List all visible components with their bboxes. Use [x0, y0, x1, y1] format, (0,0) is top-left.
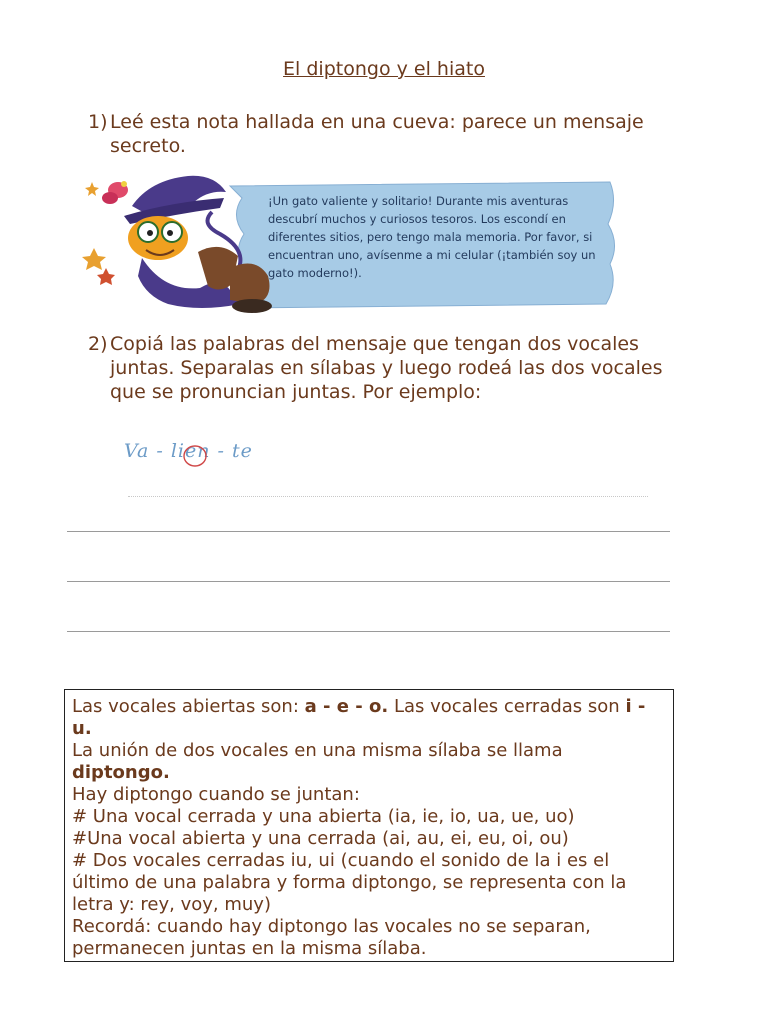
rule-definition-text: La unión de dos vocales en una misma sílaba se llama [72, 740, 563, 761]
exercise-1-text: Leé esta nota hallada en una cueva: parece un mensaje secreto. [110, 111, 644, 157]
example-syllable-2: lien [170, 440, 211, 462]
rule-vowels-closed-list: i - u. [72, 696, 646, 739]
rule-vowels-open-list: a - e - o. [304, 696, 389, 717]
exercise-1 [88, 110, 668, 158]
exercise-2 [88, 332, 668, 404]
rule-definition [72, 740, 666, 784]
rule-vowels [72, 696, 666, 740]
rule-case-2: #Una vocal abierta y una cerrada (ai, au, ei, eu, oi, ou) [72, 828, 569, 849]
vowel-circle-mark [178, 443, 212, 469]
answer-line-2[interactable] [67, 581, 670, 582]
diphthong-rules-box [64, 689, 674, 962]
exercise-2-text: Copiá las palabras del mensaje que tengan dos vocales juntas. Separalas en sílabas y luego rodeá las dos vocales que se pronuncian juntas. Por ejemplo: [110, 333, 663, 403]
example-syllable-1: Va [124, 440, 150, 462]
exercise-2-number: 2) [88, 333, 108, 355]
example-separator-2: - [217, 440, 225, 462]
answer-line-3[interactable] [67, 631, 670, 632]
rule-case-3: # Dos vocales cerradas iu, ui (cuando el sonido de la i es el último de una palabra y forma diptongo, se representa con la letra y: rey, voy, muy) [72, 850, 627, 915]
exercise-1-number: 1) [88, 111, 108, 133]
rule-vowels-open-label: Las vocales abiertas son: [72, 696, 305, 717]
rule-reminder: Recordá: cuando hay diptongo las vocales no se separan, permanecen juntas en la misma sílaba. [72, 916, 591, 959]
rule-vowels-closed-label: Las vocales cerradas son [388, 696, 626, 717]
example-syllable-3: te [231, 440, 253, 462]
butterfly-icon [102, 181, 128, 204]
page-title: El diptongo y el hiato [283, 58, 485, 80]
secret-note-text: ¡Un gato valiente y solitario! Durante mis aventuras descubrí muchos y curiosos tesoros. Los escondí en diferentes sitios, pero tengo mala memoria. Por favor, si encuentran uno, avísenme a mi celular (¡también soy un gato moderno!). [268, 194, 596, 280]
rule-case-1: # Una vocal cerrada y una abierta (ia, ie, io, ua, ue, uo) [72, 806, 575, 827]
example-separator-1: - [156, 440, 164, 462]
rule-intro: Hay diptongo cuando se juntan: [72, 784, 360, 805]
rule-definition-term: diptongo. [72, 762, 170, 783]
example-dotted-line [128, 496, 648, 497]
answer-line-1[interactable] [67, 531, 670, 532]
